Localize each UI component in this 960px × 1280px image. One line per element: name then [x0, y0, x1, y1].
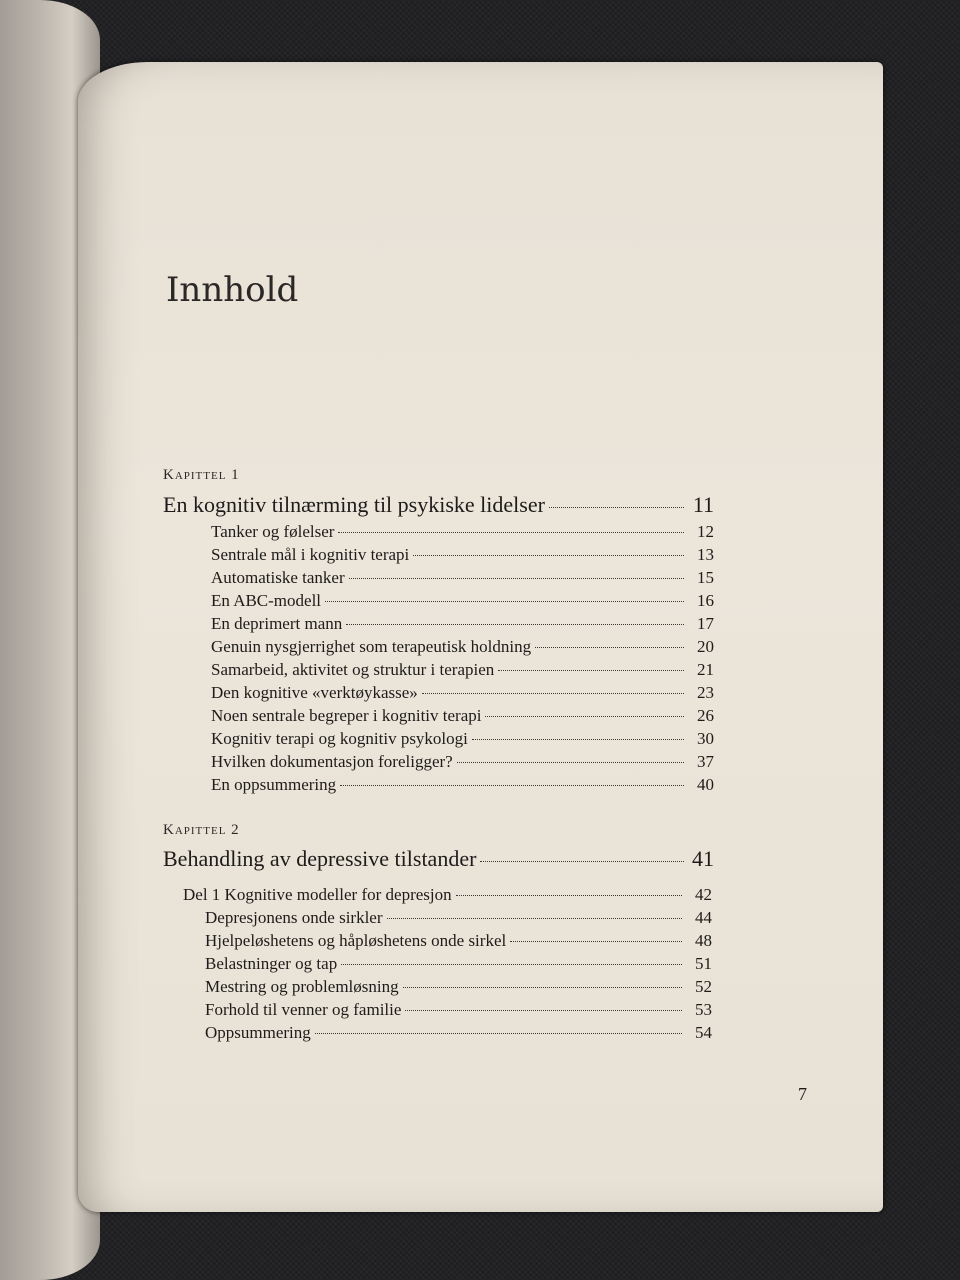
toc-entry-page: 44	[695, 908, 712, 927]
toc-entry	[211, 752, 714, 772]
toc-entry-page: 30	[697, 729, 714, 748]
toc-entry-page: 15	[697, 568, 714, 587]
leader-dots	[456, 895, 682, 896]
toc-entry	[211, 683, 714, 703]
toc-part-page: 42	[695, 885, 712, 904]
toc-entry-text: Genuin nysgjerrighet som terapeutisk holdning	[211, 637, 532, 656]
book-page	[78, 62, 883, 1212]
leader-dots	[315, 1033, 682, 1034]
toc-entry	[205, 1000, 712, 1020]
toc-part-entry	[183, 885, 712, 905]
toc-entry-page: 21	[697, 660, 714, 679]
leader-dots	[413, 555, 684, 556]
leader-dots	[535, 647, 684, 648]
leader-dots	[498, 670, 684, 671]
toc-entry-page: 16	[697, 591, 714, 610]
toc-entry-page: 37	[697, 752, 714, 771]
chapter-2-title: Behandling av depressive tilstander	[163, 846, 477, 871]
leader-dots	[405, 1010, 682, 1011]
leader-dots	[341, 964, 682, 965]
toc-entry-page: 54	[695, 1023, 712, 1042]
leader-dots	[485, 716, 684, 717]
toc-entry-text: Depresjonens onde sirkler	[205, 908, 383, 927]
toc-entry	[211, 729, 714, 749]
toc-entry-text: Hvilken dokumentasjon foreligger?	[211, 752, 453, 771]
toc-entry	[211, 775, 714, 795]
toc-entry	[205, 1023, 712, 1043]
leader-dots	[403, 987, 682, 988]
toc-entry-text: Tanker og følelser	[211, 522, 335, 541]
toc-entry-page: 48	[695, 931, 712, 950]
toc-entry	[205, 908, 712, 928]
toc-entry-page: 51	[695, 954, 712, 973]
toc-entry-text: Belastninger og tap	[205, 954, 338, 973]
chapter-2-title-row	[163, 846, 714, 872]
toc-entry-text: Mestring og problemløsning	[205, 977, 399, 996]
toc-entry-text: Den kognitive «verktøykasse»	[211, 683, 418, 702]
toc-entry-text: Noen sentrale begreper i kognitiv terapi	[211, 706, 482, 725]
toc-entry	[211, 637, 714, 657]
toc-entry-page: 26	[697, 706, 714, 725]
leader-dots	[340, 785, 684, 786]
toc-entry-page: 40	[697, 775, 714, 794]
toc-entry-text: Sentrale mål i kognitiv terapi	[211, 545, 410, 564]
leader-dots	[346, 624, 684, 625]
toc-entry	[205, 931, 712, 951]
toc-entry-page: 12	[697, 522, 714, 541]
toc-entry	[211, 660, 714, 680]
toc-entry-text: Forhold til venner og familie	[205, 1000, 402, 1019]
leader-dots	[510, 941, 682, 942]
toc-entry	[211, 522, 714, 542]
leader-dots	[472, 739, 684, 740]
toc-entry-page: 52	[695, 977, 712, 996]
toc-entry-text: En deprimert mann	[211, 614, 343, 633]
leader-dots	[457, 762, 684, 763]
page-title: Innhold	[166, 270, 299, 310]
leader-dots	[387, 918, 682, 919]
leader-dots	[549, 507, 684, 508]
leader-dots	[325, 601, 684, 602]
chapter-1-title-row	[163, 492, 714, 518]
leader-dots	[338, 532, 684, 533]
toc-entry	[211, 706, 714, 726]
leader-dots	[349, 578, 684, 579]
toc-entry-page: 17	[697, 614, 714, 633]
toc-entry-page: 23	[697, 683, 714, 702]
toc-entry-page: 13	[697, 545, 714, 564]
toc-entry	[211, 568, 714, 588]
toc-entry-text: Oppsummering	[205, 1023, 311, 1042]
toc-entry-page: 20	[697, 637, 714, 656]
toc-part-text: Del 1 Kognitive modeller for depresjon	[183, 885, 452, 904]
toc-entry-page: 53	[695, 1000, 712, 1019]
toc-entry-text: Hjelpeløshetens og håpløshetens onde sirkel	[205, 931, 507, 950]
chapter-2-label: Kapittel 2	[163, 822, 240, 838]
toc-entry	[211, 591, 714, 611]
toc-entry-text: En ABC-modell	[211, 591, 322, 610]
chapter-1-label: Kapittel 1	[163, 467, 240, 483]
toc-entry	[211, 545, 714, 565]
toc-entry-text: Samarbeid, aktivitet og struktur i terapien	[211, 660, 495, 679]
leader-dots	[480, 861, 684, 862]
chapter-1-page: 11	[692, 492, 714, 517]
leader-dots	[422, 693, 684, 694]
toc-entry	[205, 977, 712, 997]
toc-entry-text: Kognitiv terapi og kognitiv psykologi	[211, 729, 468, 748]
toc-entry-text: Automatiske tanker	[211, 568, 345, 587]
chapter-2-page: 41	[692, 846, 714, 871]
chapter-1-title: En kognitiv tilnærming til psykiske lidelser	[163, 492, 545, 517]
page-number: 7	[798, 1084, 807, 1104]
toc-entry	[205, 954, 712, 974]
toc-entry	[211, 614, 714, 634]
toc-entry-text: En oppsummering	[211, 775, 337, 794]
